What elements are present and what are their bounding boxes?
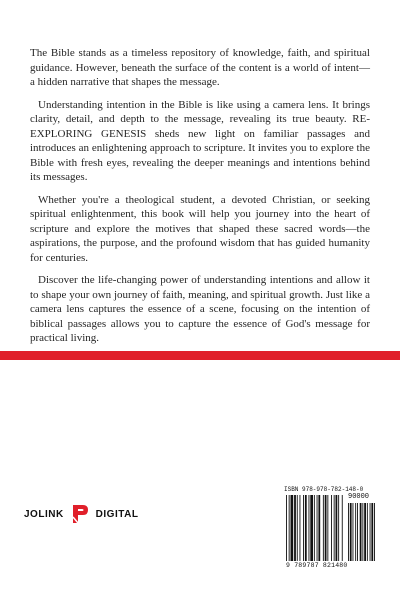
isbn-number: ISBN 978-978-782-148-0 [284,486,364,493]
publisher-name-right: DIGITAL [95,508,139,520]
accent-bar [0,351,400,360]
publisher-logo-icon [70,503,90,525]
price-code: 90000 [348,493,370,501]
publisher-name-left: JOLINK [24,508,64,520]
publisher-logo [24,500,138,528]
blurb-paragraph-4: Discover the life-changing power of understanding intentions and allow it to shape your own journey of faith, meaning, and spiritual growth. Just like a camera lens captures the essence of a scene, focusing on the intention of biblical passages allows you to capture the essence of God's message for practical living. [30,274,370,344]
ean-digits: 9 789787 821480 [286,562,348,569]
blurb-text [30,46,370,354]
blurb-paragraph-1: The Bible stands as a timeless repository of knowledge, faith, and spiritual guidance. However, beneath the surface of the content is a world of intent—a hidden narrative that shapes the message. [30,47,370,88]
blurb-paragraph-3: Whether you're a theological student, a devoted Christian, or seeking spiritual enlightenment, this book will help you journey into the heart of scripture and explore the motives that shaped these sacred words—the aspirations, the purpose, and the profound wisdom that has guided humanity for centuries. [30,193,370,264]
blurb-paragraph-2: Understanding intention in the Bible is like using a camera lens. It brings clarity, detail, and depth to the message, revealing its true beauty. RE-EXPLORING GENESIS sheds new light on familiar passages and introduces an enlightening approach to scripture. It invites you to explore the Bible with fresh eyes, revealing the deeper meanings and intentions behind its messages. [30,98,370,183]
barcode [282,486,380,570]
